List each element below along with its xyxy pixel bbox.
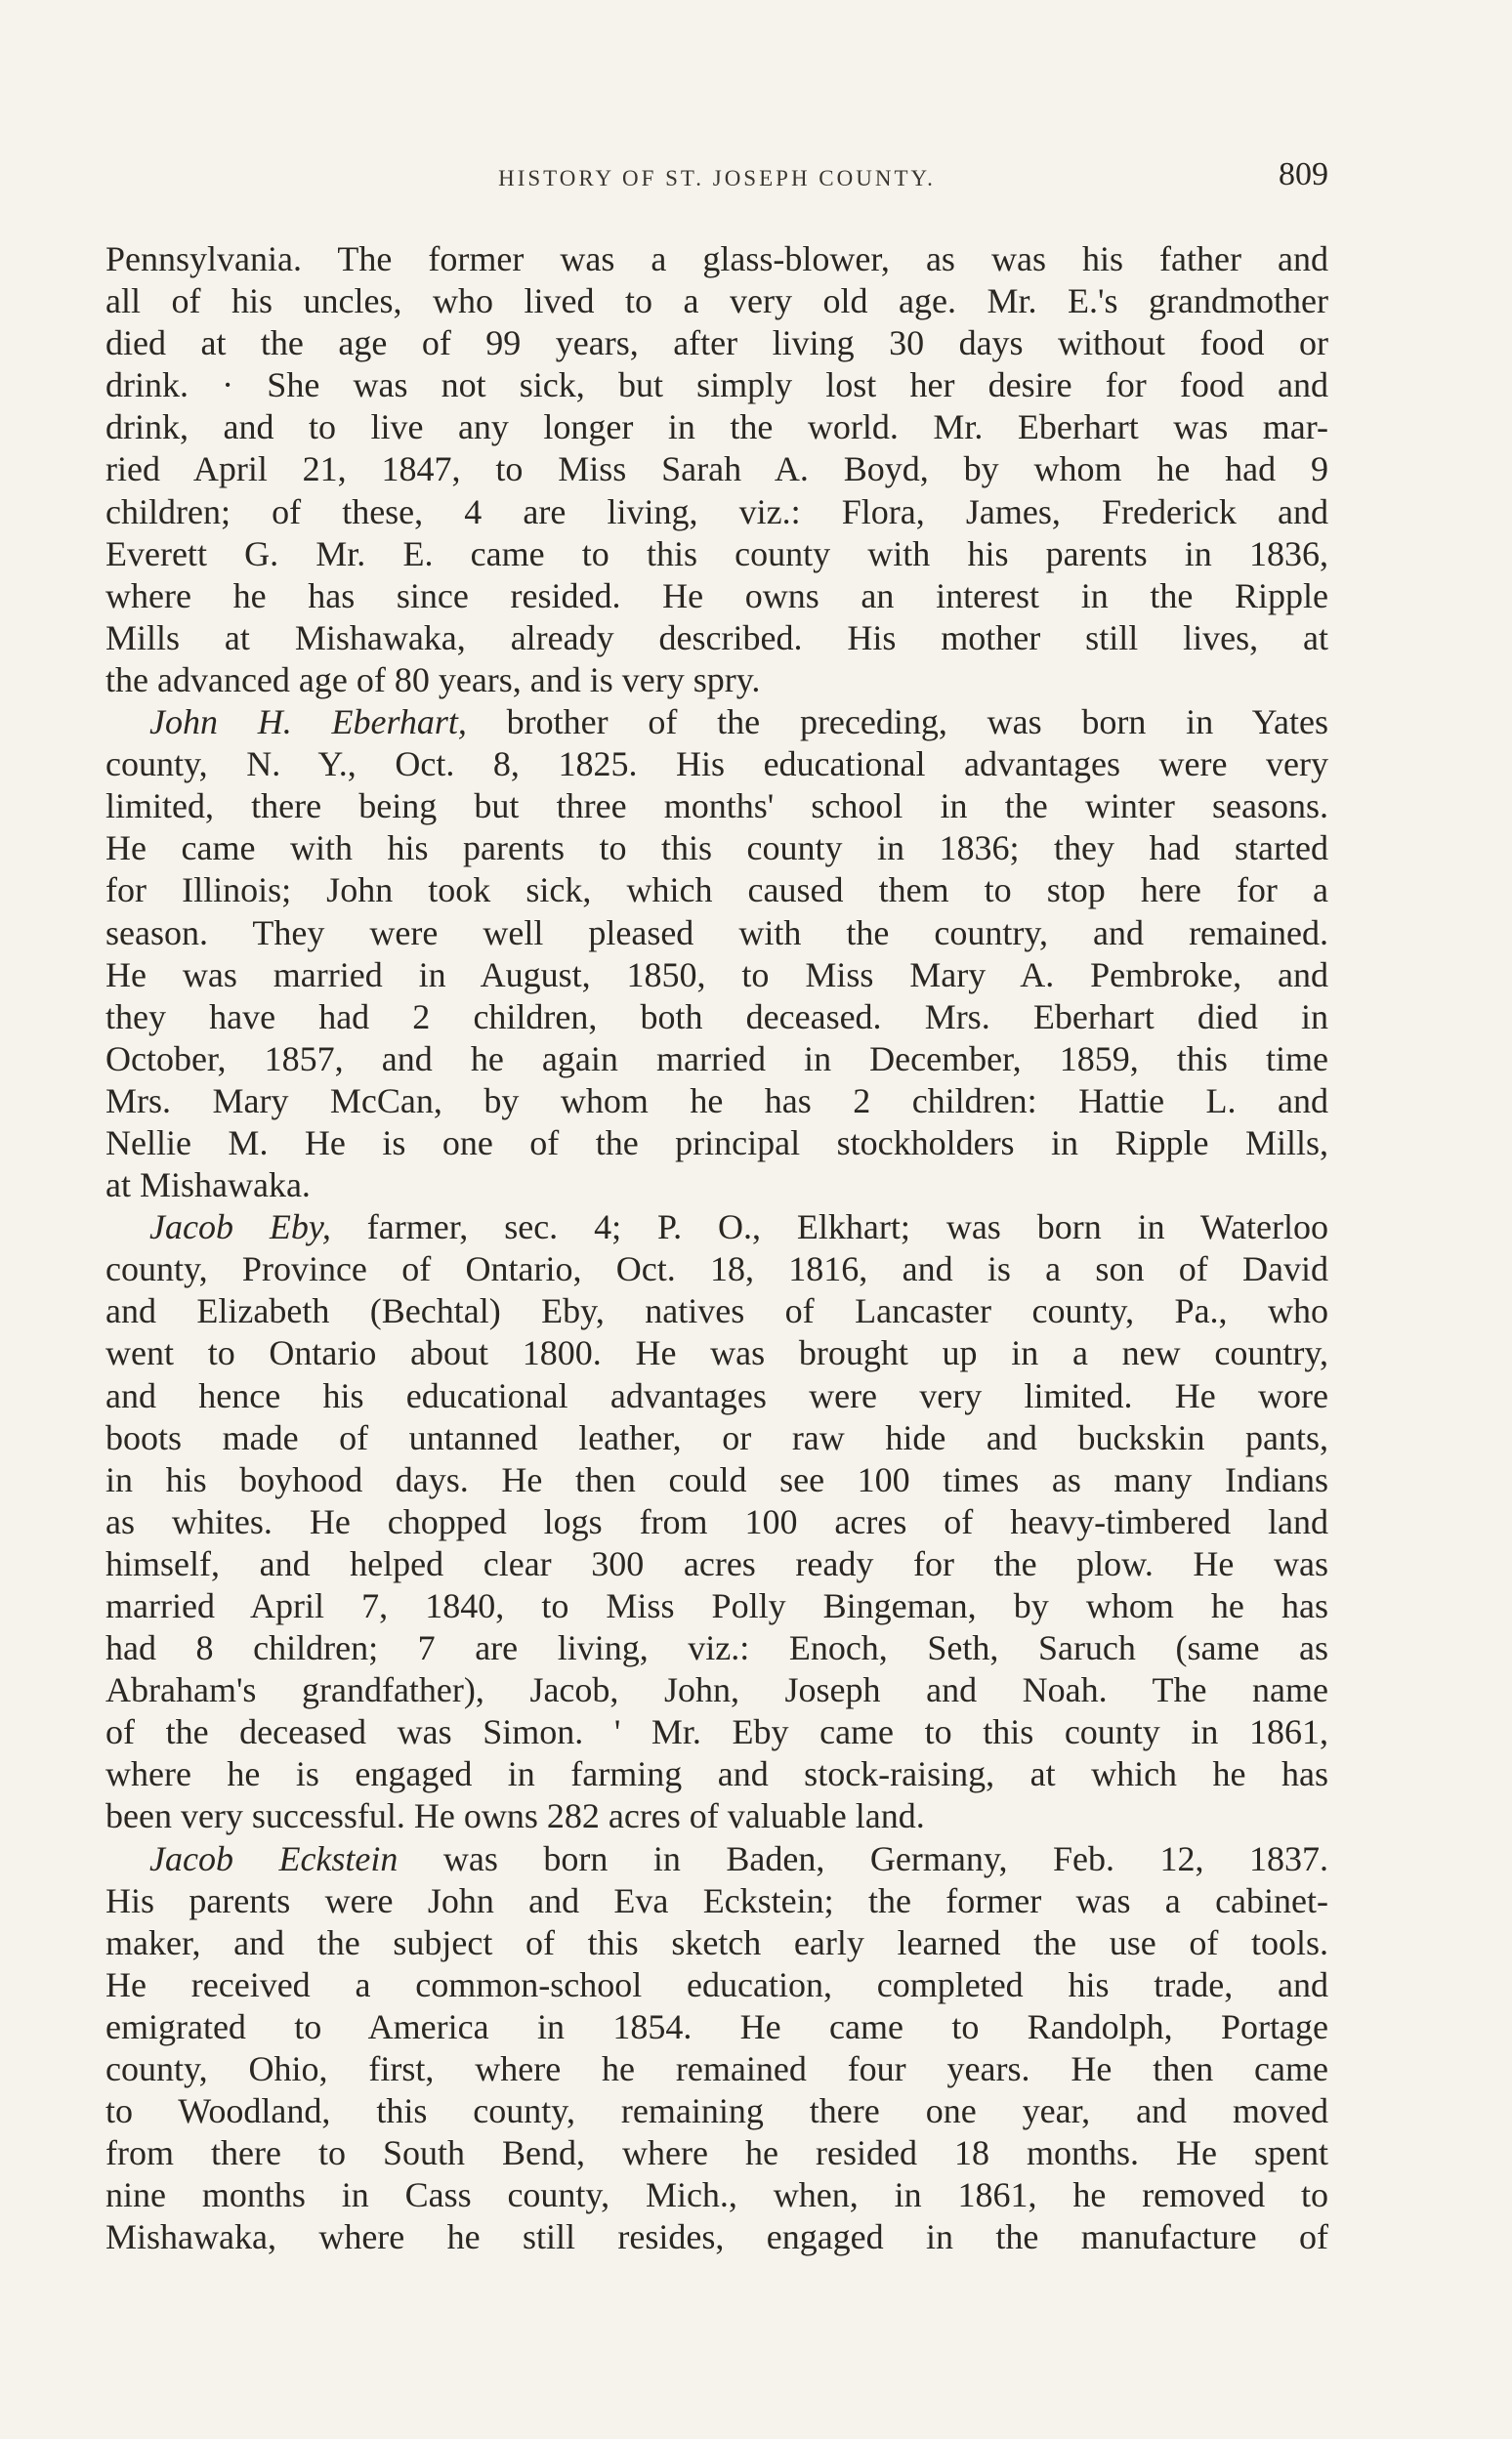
line-text: brother of the preceding, was born in Yates — [466, 702, 1328, 742]
text-line — [105, 1627, 1328, 1669]
line-text: and Elizabeth (Bechtal) Eby, natives of Lancaster county, Pa., who — [105, 1291, 1328, 1331]
line-text: nine months in Cass county, Mich., when, in 1861, he removed to — [105, 2175, 1328, 2215]
line-text: to Woodland, this county, remaining there one year, and moved — [105, 2091, 1328, 2131]
text-line — [105, 1501, 1328, 1543]
text-line — [105, 1206, 1328, 1248]
text-line — [105, 659, 1328, 701]
line-text: drink, and to live any longer in the world. Mr. Eberhart was mar- — [105, 407, 1328, 447]
text-line — [105, 406, 1328, 448]
line-text: He came with his parents to this county in 1836; they had started — [105, 828, 1328, 868]
line-text: October, 1857, and he again married in December, 1859, this time — [105, 1038, 1328, 1078]
line-text: limited, there being but three months' school in the winter seasons. — [105, 786, 1328, 826]
text-line — [105, 2132, 1328, 2174]
line-text: all of his uncles, who lived to a very old age. Mr. E.'s grandmother — [105, 281, 1328, 321]
line-text: himself, and helped clear 300 acres ready for the plow. He was — [105, 1543, 1328, 1583]
line-text: maker, and the subject of this sketch early learned the use of tools. — [105, 1922, 1328, 1962]
line-text: been very successful. He owns 282 acres of valuable land. — [105, 1796, 925, 1836]
text-line — [105, 1964, 1328, 2006]
text-line — [105, 1248, 1328, 1290]
text-line — [105, 869, 1328, 911]
line-text: His parents were John and Eva Eckstein; the former was a cabinet- — [105, 1880, 1328, 1920]
line-text: Mills at Mishawaka, already described. His mother still lives, at — [105, 617, 1328, 657]
text-line — [105, 827, 1328, 869]
line-text: farmer, sec. 4; P. O., Elkhart; was born in Waterloo — [330, 1207, 1328, 1247]
line-text: county, Ohio, first, where he remained four years. He then came — [105, 2049, 1328, 2089]
line-text: where he has since resided. He owns an interest in the Ripple — [105, 575, 1328, 615]
line-text: county, N. Y., Oct. 8, 1825. His educational advantages were very — [105, 744, 1328, 784]
line-text: died at the age of 99 years, after living 30 days without food or — [105, 323, 1328, 363]
line-text: married April 7, 1840, to Miss Polly Bingeman, by whom he has — [105, 1586, 1328, 1625]
line-text: Everett G. Mr. E. came to this county with his parents in 1836, — [105, 533, 1328, 573]
line-text: ried April 21, 1847, to Miss Sarah A. Boyd, by whom he had 9 — [105, 449, 1328, 489]
text-line — [105, 1711, 1328, 1753]
text-line — [105, 533, 1328, 575]
text-line — [105, 364, 1328, 406]
line-text: Mrs. Mary McCan, by whom he has 2 children: Hattie L. and — [105, 1080, 1328, 1120]
text-line — [105, 2174, 1328, 2216]
line-text: where he is engaged in farming and stock-raising, at which he has — [105, 1754, 1328, 1794]
line-text: the advanced age of 80 years, and is very spry. — [105, 659, 761, 699]
line-text: was born in Baden, Germany, Feb. 12, 1837. — [398, 1838, 1328, 1878]
line-text: Abraham's grandfather), Jacob, John, Joseph and Noah. The name — [105, 1670, 1328, 1710]
text-line — [105, 1585, 1328, 1627]
line-text: Mishawaka, where he still resides, engaged in the manufacture of — [105, 2217, 1328, 2257]
text-line — [105, 1332, 1328, 1374]
line-text: as whites. He chopped logs from 100 acres of heavy-timbered land — [105, 1501, 1328, 1541]
text-line — [105, 1038, 1328, 1080]
person-name: Jacob Eby, — [149, 1207, 331, 1247]
line-text: of the deceased was Simon. ' Mr. Eby came to this county in 1861, — [105, 1712, 1328, 1752]
text-line — [105, 575, 1328, 617]
person-name: Jacob Eckstein — [149, 1838, 399, 1878]
line-text: at Mishawaka. — [105, 1165, 311, 1205]
line-text: for Illinois; John took sick, which caused them to stop here for a — [105, 870, 1328, 910]
text-line — [105, 743, 1328, 785]
text-line — [105, 912, 1328, 954]
line-text: children; of these, 4 are living, viz.: Flora, James, Frederick and — [105, 491, 1328, 531]
text-line — [105, 238, 1328, 280]
line-text: Pennsylvania. The former was a glass-blower, as was his father and — [105, 239, 1328, 278]
line-text: they have had 2 children, both deceased. Mrs. Eberhart died in — [105, 996, 1328, 1036]
person-name: John H. Eberhart, — [149, 702, 467, 742]
text-line — [105, 1922, 1328, 1964]
text-line — [105, 1795, 1328, 1837]
text-line — [105, 617, 1328, 659]
line-text: went to Ontario about 1800. He was brought up in a new country, — [105, 1333, 1328, 1373]
line-text: boots made of untanned leather, or raw hide and buckskin pants, — [105, 1417, 1328, 1457]
text-line — [105, 996, 1328, 1038]
line-text: had 8 children; 7 are living, viz.: Enoch, Seth, Saruch (same as — [105, 1628, 1328, 1668]
line-text: Nellie M. He is one of the principal stockholders in Ripple Mills, — [105, 1122, 1328, 1162]
text-line — [105, 1122, 1328, 1164]
text-line — [105, 1459, 1328, 1501]
text-line — [105, 280, 1328, 322]
text-line — [105, 2048, 1328, 2090]
text-line — [105, 1880, 1328, 1922]
running-head: HISTORY OF ST. JOSEPH COUNTY. — [498, 166, 936, 190]
text-line — [105, 1164, 1328, 1206]
book-page — [105, 156, 1328, 2259]
text-line — [105, 2006, 1328, 2048]
page-header — [105, 156, 1328, 207]
line-text: drink. · She was not sick, but simply lost her desire for food and — [105, 365, 1328, 405]
text-line — [105, 1838, 1328, 1880]
text-line — [105, 954, 1328, 996]
text-line — [105, 701, 1328, 743]
text-line — [105, 1290, 1328, 1332]
line-text: county, Province of Ontario, Oct. 18, 1816, and is a son of David — [105, 1249, 1328, 1289]
text-line — [105, 1753, 1328, 1795]
line-text: He was married in August, 1850, to Miss Mary A. Pembroke, and — [105, 954, 1328, 994]
line-text: He received a common-school education, completed his trade, and — [105, 1964, 1328, 2004]
text-line — [105, 491, 1328, 533]
line-text: from there to South Bend, where he resided 18 months. He spent — [105, 2133, 1328, 2173]
text-line — [105, 1080, 1328, 1122]
text-line — [105, 1669, 1328, 1711]
page-number: 809 — [1279, 156, 1328, 192]
body-text — [105, 238, 1328, 2259]
text-line — [105, 1543, 1328, 1585]
text-line — [105, 1417, 1328, 1459]
line-text: and hence his educational advantages were very limited. He wore — [105, 1375, 1328, 1415]
text-line — [105, 448, 1328, 490]
text-line — [105, 2216, 1328, 2258]
text-line — [105, 785, 1328, 827]
text-line — [105, 322, 1328, 364]
text-line — [105, 2090, 1328, 2132]
line-text: in his boyhood days. He then could see 100 times as many Indians — [105, 1459, 1328, 1499]
line-text: emigrated to America in 1854. He came to Randolph, Portage — [105, 2006, 1328, 2046]
text-line — [105, 1375, 1328, 1417]
line-text: season. They were well pleased with the country, and remained. — [105, 912, 1328, 952]
